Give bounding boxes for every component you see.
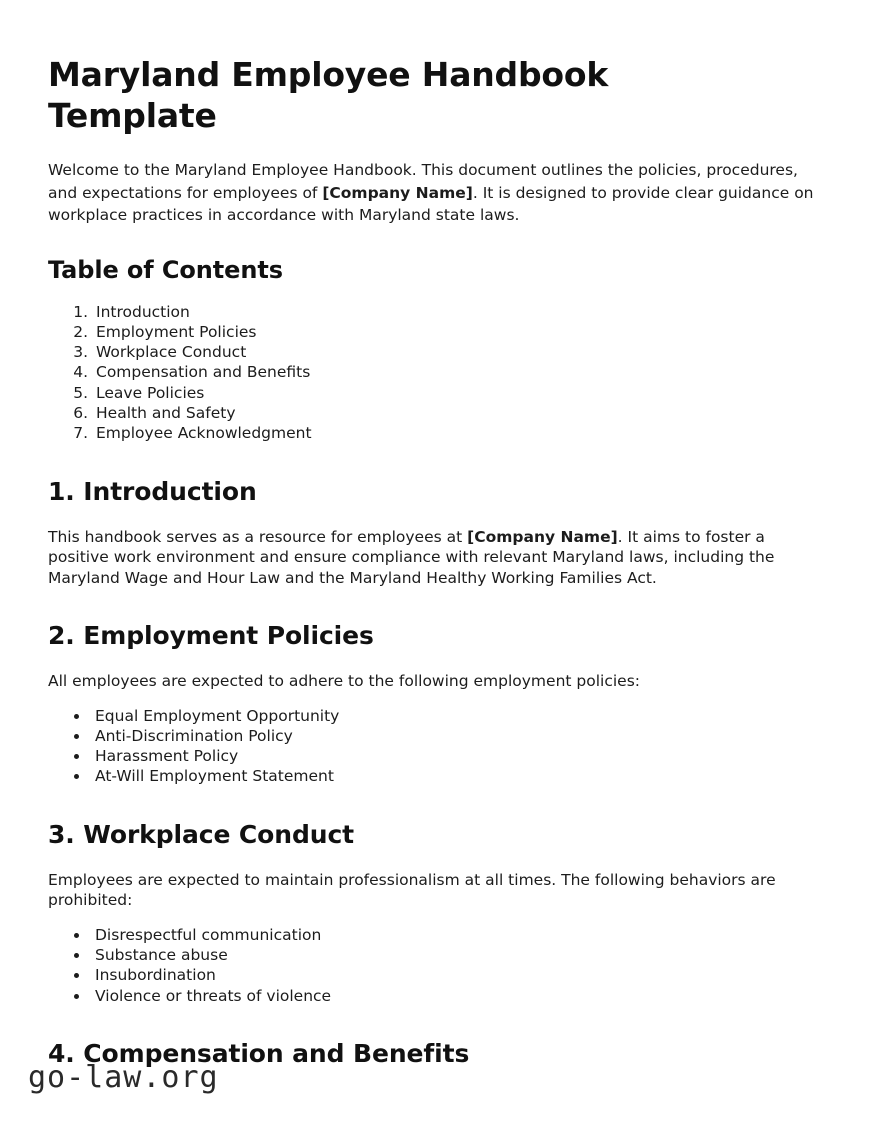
list-item: • Insubordination [90,965,822,985]
section-text-before: This handbook serves as a resource for employees at [48,527,468,546]
toc-item[interactable]: 7. Employee Acknowledgment [93,423,822,443]
list-item: • Violence or threats of violence [90,986,822,1006]
toc-item[interactable]: 5. Leave Policies [93,383,822,403]
intro-text-before: Welcome to the Maryland Employee Handbook. This document outlines the policies, procedures, and expectations for employees of [48,161,798,202]
section-paragraph-employment-policies: All employees are expected to adhere to the following employment policies: [48,672,640,691]
list-item: • Equal Employment Opportunity [90,706,822,726]
list-item: • Disrespectful communication [90,925,822,945]
section-heading-compensation-and-benefits: 4. Compensation and Benefits [48,1038,470,1068]
page-title: Maryland Employee Handbook Template [48,55,609,135]
section-company-placeholder: [Company Name] [467,527,618,546]
watermark-go-law-org: go-law.org [28,1060,219,1095]
section-heading-workplace-conduct: 3. Workplace Conduct [48,819,355,849]
intro-paragraph [48,159,820,227]
intro-text-after: . It is designed to provide clear guidance on workplace practices in accordance with Maryland state laws. [48,183,814,224]
document-content [48,54,822,1069]
toc-item[interactable]: 3. Workplace Conduct [93,342,822,362]
toc-item[interactable]: 4. Compensation and Benefits [93,362,822,382]
list-item: • Substance abuse [90,945,822,965]
list-item: • At-Will Employment Statement [90,766,822,786]
list-item: • Anti-Discrimination Policy [90,726,822,746]
section-text-after: . It aims to foster a positive work environment and ensure compliance with relevant Maryland laws, including the Maryland Wage and Hour Law and the Maryland Healthy Working Families Act. [48,527,775,587]
toc-item[interactable]: 6. Health and Safety [93,403,822,423]
section-heading-introduction: 1. Introduction [48,476,257,506]
table-of-contents-list [48,302,822,444]
section-paragraph-introduction [48,527,822,589]
intro-company-placeholder: [Company Name] [322,183,473,202]
workplace-conduct-list [48,925,822,1006]
employment-policies-list [48,706,822,787]
toc-item[interactable]: 1. Introduction [93,302,822,322]
section-heading-employment-policies: 2. Employment Policies [48,621,374,651]
list-item: • Harassment Policy [90,746,822,766]
table-of-contents-heading: Table of Contents [48,255,283,284]
toc-item[interactable]: 2. Employment Policies [93,322,822,342]
section-paragraph-workplace-conduct: Employees are expected to maintain professionalism at all times. The following behaviors are prohibited: [48,870,776,910]
